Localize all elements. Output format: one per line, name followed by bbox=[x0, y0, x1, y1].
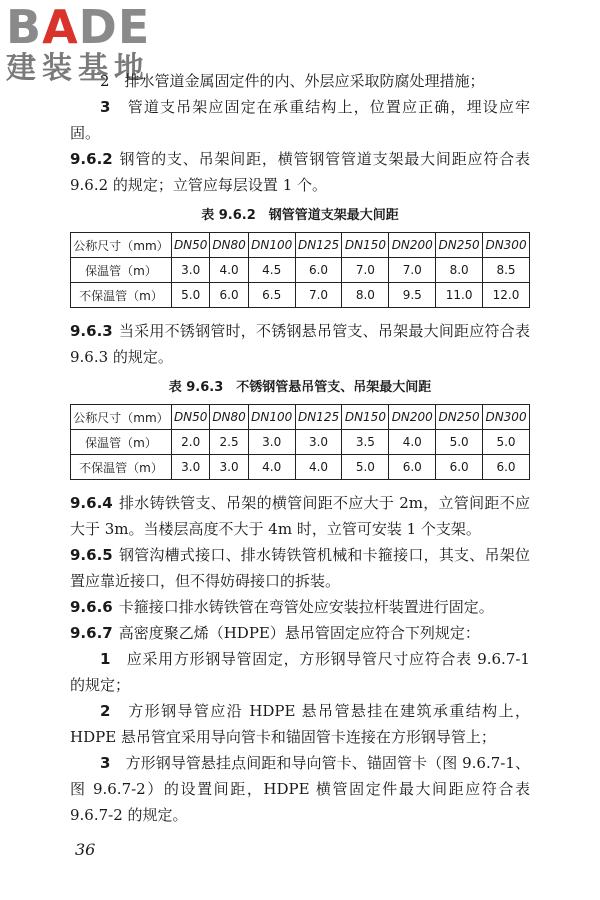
page-number: 36 bbox=[75, 840, 96, 859]
clause-9-6-2: 9.6.2 钢管的支、吊架间距，横管钢管管道支架最大间距应符合表 9.6.2 的规定；立管应每层设置 1 个。 bbox=[70, 150, 530, 194]
clause-9-6-7-item-3: 3 方形钢导管悬挂点间距和导向管卡、锚固管卡（图 9.6.7-1、图 9.6.7-2）的设置间距，HDPE 横管固定件最大间距应符合表 9.6.7-2 的规定。 bbox=[70, 754, 530, 824]
table-9-6-2 bbox=[70, 232, 530, 308]
logo-subtitle: 建装基地 bbox=[6, 51, 150, 86]
clause-9-6-7: 9.6.7 高密度聚乙烯（HDPE）悬吊管固定应符合下列规定： bbox=[70, 624, 480, 642]
clause-9-6-7-item-1: 1 应采用方形钢导管固定，方形钢导管尺寸应符合表 9.6.7-1 的规定； bbox=[70, 650, 530, 694]
clause-9-6-6: 9.6.6 卡箍接口排水铸铁管在弯管处应安装拉杆装置进行固定。 bbox=[70, 598, 494, 616]
logo-wordmark: BADE bbox=[6, 0, 151, 54]
table-9-6-3 bbox=[70, 404, 530, 480]
clause-9-6-7-item-2: 2 方形钢导管应沿 HDPE 悬吊管悬挂在建筑承重结构上，HDPE 悬吊管宜采用导向管卡和锚固管卡连接在方形钢导管上； bbox=[70, 702, 530, 746]
table-row: 不保温管（m） 5.0 6.0 6.5 7.0 8.0 9.5 11.0 12.0 bbox=[71, 283, 530, 308]
table-row: 公称尺寸（mm） DN50 DN80 DN100 DN125 DN150 DN200 DN250 DN300 bbox=[71, 405, 530, 430]
clause-9-6-4: 9.6.4 排水铸铁管支、吊架的横管间距不应大于 2m，立管间距不应大于 3m。当楼层高度不大于 4m 时，立管可安装 1 个支架。 bbox=[70, 494, 530, 538]
table-9-6-2-caption: 表 9.6.2 钢管管道支架最大间距 bbox=[201, 208, 399, 223]
table-row: 保温管（m） 3.0 4.0 4.5 6.0 7.0 7.0 8.0 8.5 bbox=[71, 258, 530, 283]
table-row: 保温管（m） 2.0 2.5 3.0 3.0 3.5 4.0 5.0 5.0 bbox=[71, 430, 530, 455]
clause-9-6-5: 9.6.5 钢管沟槽式接口、排水铸铁管机械和卡箍接口，其支、吊架位置应靠近接口，但不得妨碍接口的拆装。 bbox=[70, 546, 530, 590]
table-row: 公称尺寸（mm） DN50 DN80 DN100 DN125 DN150 DN200 DN250 DN300 bbox=[71, 233, 530, 258]
clause-item-2: 2 排水管道金属固定件的内、外层应采取防腐处理措施； bbox=[100, 72, 485, 90]
clause-9-6-3: 9.6.3 当采用不锈钢管时，不锈钢悬吊管支、吊架最大间距应符合表 9.6.3 的规定。 bbox=[70, 322, 530, 366]
document-body bbox=[70, 68, 530, 828]
clause-item-3: 3 管道支吊架应固定在承重结构上，位置应正确，埋设应牢固。 bbox=[70, 98, 530, 142]
table-row: 不保温管（m） 3.0 3.0 4.0 4.0 5.0 6.0 6.0 6.0 bbox=[71, 455, 530, 480]
table-9-6-3-caption: 表 9.6.3 不锈钢管悬吊管支、吊架最大间距 bbox=[168, 380, 432, 395]
